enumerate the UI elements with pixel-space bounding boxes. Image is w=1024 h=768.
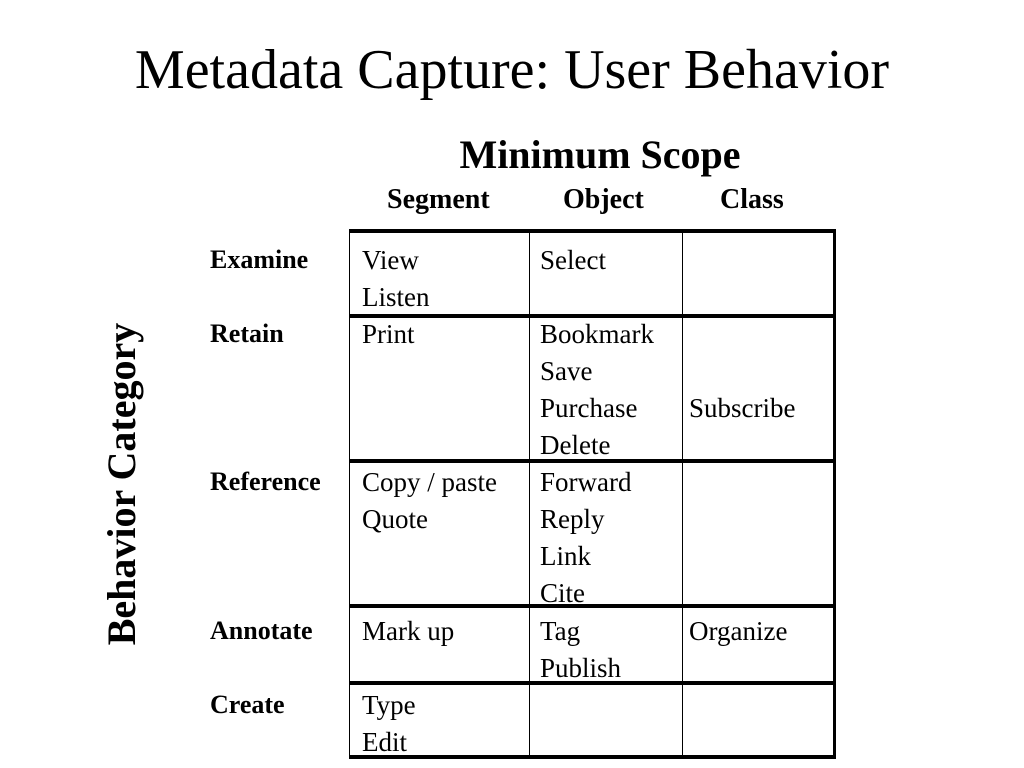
row-label-create: Create (210, 690, 285, 719)
cell-item: Reply (540, 504, 605, 534)
grid-line (349, 229, 350, 759)
cell-retain-segment (362, 316, 415, 353)
slide-title: Metadata Capture: User Behavior (134, 39, 890, 101)
cell-item: Mark up (362, 616, 455, 646)
grid-line (529, 229, 530, 759)
cell-item: View (362, 245, 419, 275)
scope-heading: Minimum Scope (459, 132, 741, 177)
cell-item: Print (362, 319, 415, 349)
cell-examine-segment (362, 242, 430, 316)
cell-item: Select (540, 245, 606, 275)
cell-item: Cite (540, 578, 585, 608)
cell-item: Delete (540, 430, 611, 460)
cell-item: Organize (689, 616, 788, 646)
cell-item: Save (540, 356, 593, 386)
cell-retain-class (689, 390, 795, 427)
cell-item: Type (362, 690, 416, 720)
cell-item: Purchase (540, 393, 638, 423)
cell-item: Link (540, 541, 591, 571)
cell-reference-object (540, 464, 631, 612)
row-label-examine: Examine (210, 245, 309, 274)
cell-examine-object (540, 242, 606, 279)
cell-item: Subscribe (689, 393, 796, 423)
cell-create-segment (362, 687, 416, 761)
grid-line (833, 229, 836, 759)
cell-item: Quote (362, 504, 428, 534)
cell-item: Edit (362, 727, 407, 757)
behavior-category-label: Behavior Category (99, 322, 144, 646)
cell-item: Forward (540, 467, 632, 497)
grid-line (349, 755, 836, 759)
cell-item: Bookmark (540, 319, 654, 349)
cell-annotate-segment (362, 613, 454, 650)
cell-item: Tag (540, 616, 581, 646)
cell-annotate-class (689, 613, 787, 650)
column-header-class: Class (720, 184, 784, 215)
column-header-segment: Segment (387, 184, 490, 215)
cell-annotate-object (540, 613, 621, 687)
grid-line (349, 229, 836, 233)
row-label-retain: Retain (210, 319, 284, 348)
cell-retain-object (540, 316, 654, 464)
column-header-object: Object (563, 184, 644, 215)
cell-item: Copy / paste (362, 467, 497, 497)
row-label-reference: Reference (210, 467, 321, 496)
row-label-annotate: Annotate (210, 616, 313, 645)
grid-line (682, 229, 683, 759)
cell-reference-segment (362, 464, 497, 538)
cell-item: Publish (540, 653, 622, 683)
cell-item: Listen (362, 282, 430, 312)
